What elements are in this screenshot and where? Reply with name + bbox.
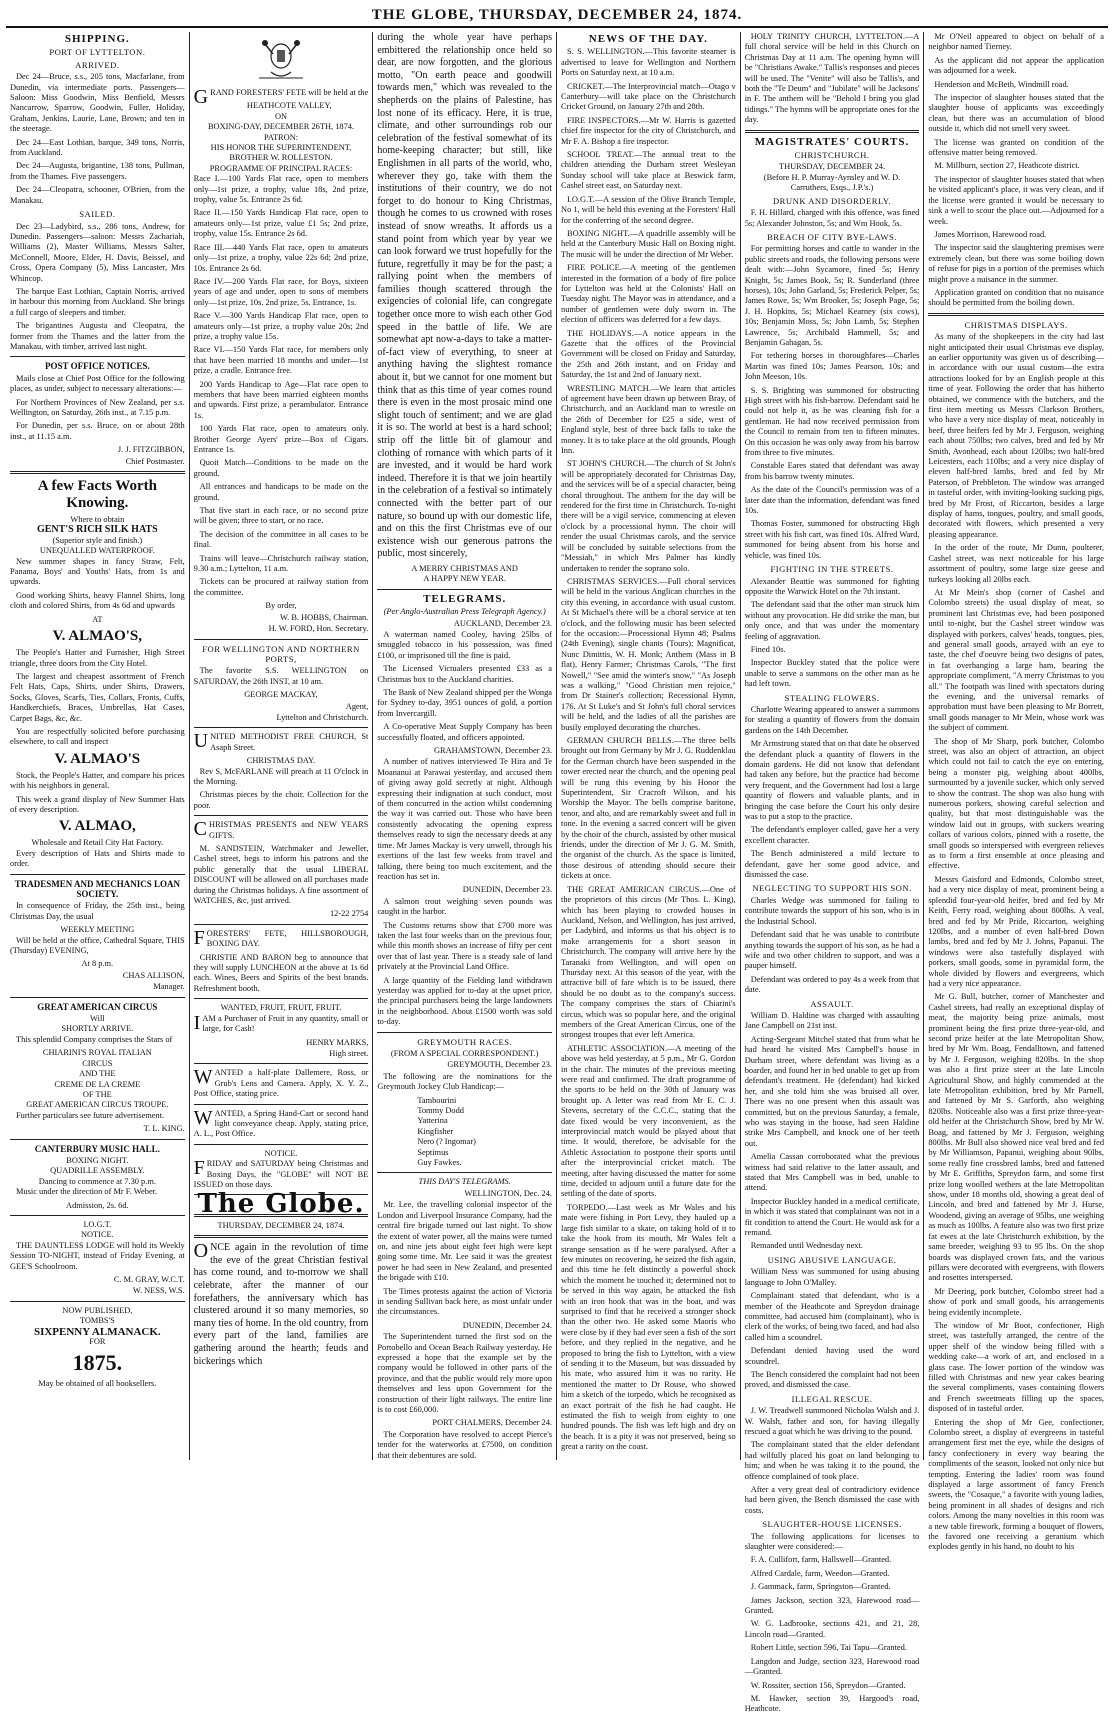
magistrates-title: MAGISTRATES' COURTS. (754, 135, 910, 148)
news-item: THE GREAT AMERICAN CIRCUS.—One of the proprietors of this circus (Mr Thos. L. King), which has been playing to crowded houses in Auckland, Nelson, and Wellington, has just arrived, per Ladybird, and informs us that his object is to make arrangements for a short season in Christchurch. The company will arrive here by the Taranaki from Wellington, and will open on Thursday next. At this season of the year, with the attractive bill of fare which is to be issued, there should be no doubt as to the company's success. The company comprises the stars of Chiarini's circus, which was so popular here, and the original members of the Great American Circus, one of the strongest troupes that ever left America. (561, 884, 736, 1040)
case-text: The Bench considered the complaint had not been proved, and dismissed the case. (744, 1369, 920, 1390)
case-text: James Morrison, Harewood road. (934, 229, 1047, 239)
weekly-meeting: WEEKLY MEETING (60, 925, 135, 935)
case-heading: STEALING FLOWERS. (784, 692, 880, 703)
divider (194, 998, 369, 999)
year-text: 1875. (72, 1350, 123, 1376)
case-text: The inspector of slaughter houses stated that the slaughter house of applicants was exceedingly clean, but there was an accumulation of blood outside it, which did not smell very sweet. (928, 93, 1105, 134)
divider (194, 1235, 369, 1238)
news-item: I.O.G.T.—A session of the Olive Branch Temple, No 1, will be held this evening at the Foresters' Hall for the conferring of the second degree. (561, 194, 736, 225)
pieces-text: Christmas pieces by the choir. Collection for the poor. (193, 790, 369, 810)
case-heading: SLAUGHTER-HOUSE LICENSES. (762, 1519, 902, 1530)
telegram-text: The Corporation have resolved to accept Pierce's tender for the waterworks at £7500, on condition that their debentures are sold. (377, 1429, 553, 1460)
troupe-text: GREAT AMERICAN CIRCUS TROUPE. (26, 1100, 169, 1110)
circus-text: This splendid Company comprises the Stars of (16, 1034, 173, 1044)
case-text: Application granted on condition that no nuisance should be permitted from the boiling down. (928, 287, 1105, 308)
arrived-heading: ARRIVED. (75, 59, 120, 70)
case-text: F. H. Hillard, charged with this offence, was fined 5s; Alexander Johnston, 5s; and Wm Hook, 5s. (744, 208, 920, 228)
case-text: Constable Eares stated that defendant was away from his barrow twenty minutes. (744, 461, 920, 481)
list-item: Tommy Dodd (417, 1106, 464, 1116)
booksellers-text: May be obtained of all booksellers. (38, 1379, 157, 1389)
divider (10, 1215, 185, 1216)
case-heading: DRUNK AND DISORDERLY. (772, 195, 892, 206)
displays-title: CHRISTMAS DISPLAYS. (964, 319, 1068, 330)
list-item: Septimus (417, 1147, 449, 1157)
case-text: The inspector said the slaughtering premises were extremely clean, but there was some boiling down of refuse for pigs in a portion of the premises which might prove a nuisance in the summer. (928, 243, 1105, 284)
friday-notice: FRIDAY and SATURDAY being Christmas and Boxing Days, the "GLOBE" will NOT BE ISSUED on those days. (193, 1157, 369, 1189)
sandstein-text: M. SANDSTEIN, Watchmaker and Jeweller, Cashel street, begs to inform his patrons and the public generally that the usual LIBERAL DISCOUNT will be allowed on all purchases made during the Christmas holidays. A fine assortment of WATCHES, &c, just arrived. (193, 844, 369, 906)
stock-text: Stock, the People's Hatter, and compare his prices with his neighbors in general. (10, 770, 185, 791)
case-text: Inspector Buckley stated that the police were unable to serve a summons on the other man as he had left town. (744, 658, 920, 689)
xmas-day: CHRISTMAS DAY. (246, 756, 316, 766)
case-text: As the applicant did not appear the application was adjourned for a week. (928, 55, 1105, 76)
race-item: 100 Yards Flat race, open to amateurs only. Brother George Ayers' prize—Box of Cigars. Entrance 1s. (193, 424, 369, 454)
honor-text: HIS HONOR THE SUPERINTENDENT, (210, 143, 352, 153)
now-published: NOW PUBLISHED, (62, 1305, 133, 1315)
arrived-text: Dec 24—Bruce, s.s., 205 tons, Macfarlane, from Dunedin, via intermediate ports. Passengers—Saloon: Miss Goodwin, Miss Benfield, Messrs Nancarrow, Sparrow, Goodwin, Fuller, Holiday, Graham, Jenkins, Laurie, Lane, Brown; and ten in the steerage. (10, 72, 185, 134)
valley-text: HEATHCOTE VALLEY, (246, 101, 332, 111)
music-text: Music under the direction of Mr F. Weber. (16, 1187, 158, 1197)
case-heading: FIGHTING IN THE STREETS. (770, 564, 894, 575)
loan-text: In consequence of Friday, the 25th inst., being Christmas Day, the usual (10, 901, 185, 921)
post-text: For Dunedin, per s.s. Bruce, on or about 28th inst., at 11.15 a.m. (10, 421, 185, 441)
divider (928, 313, 1104, 316)
license-item: J. Gammack, farm, Springston—Granted. (750, 1582, 891, 1592)
list-item: Tambourini (417, 1095, 457, 1105)
methodist-title: UNITED METHODIST FREE CHURCH, St Asaph Street. (193, 730, 369, 753)
news-item: THE HOLIDAYS.—A notice appears in the Gazette that the offices of the Provincial Government will be closed on Friday and Saturday, the 25th and 26th instant, and on Friday and Saturday, the 1st and 2nd of January next. (561, 328, 736, 380)
post-signature: J. J. FITZGIBBON, (117, 445, 185, 455)
case-heading: ASSAULT. (810, 998, 854, 1009)
case-text: J. W. Treadwell summoned Nicholas Walsh and J. W. Walsh, father and son, for having illegally rescued a goat which he was driving to the pound. (744, 1406, 920, 1436)
agent-text: Agent, (345, 701, 369, 711)
decision-text: The decision of the committee in all cases to be final. (193, 529, 369, 550)
case-text: The license was granted on condition of the offensive matter being removed. (928, 137, 1105, 158)
sandstein-ref: 12-22 2754 (329, 909, 369, 919)
loan-title: TRADESMEN AND MECHANICS LOAN SOCIETY. (14, 878, 180, 899)
news-item: FIRE POLICE.—A meeting of the gentlemen interested in the formation of a body of fire police for Lyttelton was held at the Colonists' Hall on Tuesday night. The Mayor was in attendance, and a number of gentlemen were duly sworn in. The election of officers was deferred for a few days. (561, 263, 736, 325)
case-text: For tethering horses in thoroughfares—Charles Martin was fined 10s; James Pearson, 10s; and John Meeson, 10s. (744, 351, 920, 382)
this-day-title: THIS DAY'S TELEGRAMS. (418, 1177, 511, 1187)
case-text: The inspector of slaughter houses stated that when he visited applicant's place, it was very clean, and if the license were granted it would be necessary to sink a well to scour the place out.—Adjourned for a week. (928, 174, 1105, 226)
column-5 (741, 32, 925, 1714)
iogt-title: I.O.G.T. (83, 1219, 112, 1229)
largest-text: The largest and cheapest assortment of French Felt Hats, Caps, Shirts, under Shirts, Drawers, Socks, Gloves, Scarfs, Ties, Collars, Fronts, Cuffs, Handkerchiefs, Braces, Umbrellas, Hat Cases, Carpet Bags, &c, &c. (10, 671, 185, 723)
news-item: CHRISTMAS SERVICES.—Full choral services will be held in the various Anglican churches in the city this evening, in accordance with usual custom. At St Michael's there will be a choral service at ten o'clock, and the following music has been selected for the occasion:—Processional Hymn 48; Psalms (24th Evening), single chants (Tours); Magnificat, Nunc Dimittis, W. H. Monk; Anthem (Mass in B flat), Henry Farmer; Christmas Carols, "The first Nowell," "See amid the winter's snow," "As Joseph was a walking," "Good Christian men rejoice," from Dr Stainer's collection; Recessional Hymn, 176. At St Luke's and St John's full choral services will be held, and the ladies of all the parishes are busily employed decorating the churches. (561, 576, 736, 732)
case-text: William D. Haldine was charged with assaulting Jane Campbell on 21st inst. (744, 1010, 920, 1031)
divider (10, 997, 185, 998)
case-text: The following applications for licenses to slaughter were considered:— (744, 1531, 920, 1552)
displays-text: Mr Deering, pork butcher, Colombo street had a show of pork and small goods, his arrangements being evidently incomplete. (928, 1286, 1105, 1317)
license-item: Robert Little, section 596, Tai Tapu—Granted. (750, 1643, 907, 1653)
divider (194, 1063, 369, 1064)
mcfarlane-text: Rev S, McFARLANE will preach at 11 O'clock in the Morning. (193, 766, 369, 786)
telegram-text: Mr. Lee, the travelling colonial inspector of the London and Liverpool Insurance Company, had the central fire brigade turned out last night. To show the extent of water power, all the mains were turned on, and nine jets about eight feet high were kept going some time. Mr. Lee said it was the greatest power he had seen in New Zealand, and presented the brigade with £10. (377, 1200, 553, 1283)
license-item: W. Rossiter, section 156, Spreydon—Granted. (750, 1680, 906, 1690)
at-text: AT (92, 614, 103, 624)
happy-new-year: A HAPPY NEW YEAR. (423, 574, 506, 584)
sailed-text: Dec 23—Ladybird, s.s., 286 tons, Andrew, for Dunedin. Passengers—saloon: Messrs Zachariah, Williams (2), Master Williams, Messrs Salter, McConnell, Moore, Elder, H. Davis, Beissel, and Cross, Opera Company (5), Miss Lancaster, Mrs Whincop. (10, 221, 185, 283)
dateline: GRAHAMSTOWN, December 23. (434, 746, 553, 756)
trains-text: Trains will leave—Christchurch railway station, 9.30 a.m.; Lyttelton, 11 a.m. (193, 553, 369, 574)
loan-text: Will be held at the office, Cathedral Square, THIS (Thursday) EVENING, (10, 935, 185, 956)
hobbs-signature: W. B. HOBBS, Chairman. (280, 612, 369, 622)
almao-address: The People's Hatter and Furnisher, High Street triangle, three doors from the City Hotel. (10, 648, 185, 668)
christchurch-heading: CHRISTCHURCH. (794, 150, 870, 161)
loan-signature-title: Manager. (153, 982, 185, 992)
globe-date: THURSDAY, DECEMBER 24, 1874. (217, 1220, 345, 1230)
almao-name: V. ALMAO'S (54, 750, 141, 767)
case-text: The complainant stated that the elder defendant had wilfully placed his goat on land belonging to him; and when he was taking it to the pound, the offence complained of took place. (744, 1440, 920, 1481)
race-item: Race VI.—150 Yards Flat race, for members only that have been married 18 months and under—1st prize, a cradle. Entrance free. (193, 345, 369, 376)
divider (194, 1104, 369, 1105)
divider (10, 874, 185, 875)
divider (377, 589, 552, 590)
case-text: S. S. Brighting was summoned for obstructing High street with his fish-barrow. Defendant said he could not help it, as he was cleaning fish for a gentleman. He had now received permission from the Council to remain from ten to fifteen minutes. On this occasion he was only away from his barrow from three to five minutes. (744, 385, 920, 458)
wanted-title: WANTED, FRUIT, FRUIT, FRUIT. (220, 1003, 342, 1013)
arrived-text: Dec 24—Cleopatra, schooner, O'Brien, from the Manakau. (10, 185, 185, 205)
on-text: ON (274, 111, 288, 121)
telegram-text: The Licensed Victualers presented £33 as a Christmas box to the Auckland charities. (377, 664, 553, 684)
wanted-ad: WANTED, a Spring Hand-Cart or second hand light conveyance cheap. Apply, stating price, A. L., Post Office. (193, 1106, 369, 1139)
case-heading: NEGLECTING TO SUPPORT HIS SON. (752, 883, 912, 894)
solicited-text: You are respectfully solicited before purchasing elsewhere, to call and inspect (10, 726, 185, 747)
barque-text: The barque East Lothian, Captain Norris, arrived in harbour this morning from Auckland. She brings a full cargo of sleepers and timber. (10, 286, 185, 317)
case-text: Thomas Foster, summoned for obstructing High street with his fish cart, was fined 10s. Alfred Ward, summoned for being absent from his horse and vehicle, was fined 10s. (744, 519, 920, 560)
three-text: That five start in each race, or no second prize will be given; three to start, or no race. (193, 506, 369, 526)
telegram-text: A number of natives interviewed Te Hira and Te Moananui at Parawai yesterday, and accused them of giving away gold secretly at night. Although expressing their indignation at such conduct, most of them concurred in the action whilst condemning the way it was carried out. Those who have been consistently advocating the opening express themselves ready to sign the necessary deeds at any time. Mr James Mackay is very unwell, through his exertions of the last few weeks from travel and talking, there being too much excitement, and the reaction has set in. (377, 757, 553, 881)
editorial-continued: during the whole year have perhaps embittered the relationship once held so dear, are now forgotten, and the glorious motto, "On earth peace and goodwill towards men," which was revealed to the shepherds on the plains of Palestine, has lost none of its efficacy. Here, it is true, climate, and other surroundings rob our celebration of the festival somewhat of its home-keeping character; but still, like Englishmen in all parts of the world, who, wherever they go, take with them the institutions of their country, we do not forget to do honour to King Christmas, though he comes to us crowned with roses instead of snow wreaths. It affords us a stand point from which year by year we can look forward we trust hopefully for the future, regretfully it may be for the past; a rallying point when the members of families though scattered through the exigencies of colonial life, can congregate together once more to wish each other God speed in the battle of life. We are somewhat apt now-a-days to take a matter-of-fact view of everything, to sneer at anything having the slightest romance about it, but we cannot for one moment but think that as this time of year comes round there is even in the most prosaic mind one slight touch of sentiment; and we are glad it is so. The world at best is a hard school; strip off the little bit of glamour and clothing of romance with which parts of it are invested, and it would be hard work indeed. Therefore it is that we join heartily in the celebration of a festival so intimately connected with the better part of our nature, so bound up with our domestic life, and on this the first Christmas eve of our existence wish our generous patrons the public, most sincerely, (377, 32, 553, 560)
divider (377, 1172, 552, 1173)
column-6 (924, 32, 1108, 1552)
news-item: GERMAN CHURCH BELLS.—The three bells brought out from Germany by Mr J. G. Ruddenklau for the German church have been suspended in the tower erected near the church, and the opening peal will be rung this evening by his Honor the Superintendent, Sir Cracroft Wilson, and his Worship the Mayor. The bells comprise baritone, tenor, and alto, and are remarkably sweet and full in tone. In the evening a sacred concert will be given by the choir of the church, assisted by other musical friends, under the direction of Mr J. G. M. Smith, the organist of the church. As the space is limited, those desirous of attending should secure their tickets at once. (561, 736, 736, 881)
case-text: William Ness was summoned for using abusing language to John O'Malley. (744, 1267, 920, 1287)
divider (10, 1139, 185, 1140)
superior-text: (Superior style and finish.) (52, 535, 143, 545)
case-text: Defendant said that he was unable to contribute anything towards the support of his son, as he had a wife and two other children to support, and was a pauper himself. (744, 930, 920, 971)
news-item: BOXING NIGHT.—A quadrille assembly will be held at the Canterbury Music Hall on Boxing night. The music will be under the direction of Mr Weber. (561, 228, 736, 259)
circus-word: CIRCUS (82, 1058, 113, 1068)
telegram-text: A salmon trout weighing seven pounds was caught in the harbor. (377, 896, 553, 917)
race-item: Race III.—440 Yards Flat race, open to amateurs only—1st prize, a trophy, value 22s 6d; 2nd prize, 10s. Entrance 2s 6d. (193, 242, 369, 273)
case-text: Remanded until Wednesday next. (750, 1241, 863, 1251)
notice-title: NOTICE. (80, 1230, 114, 1240)
quoit-text: Quoit Match—Conditions to be made on the ground. (193, 458, 369, 478)
tickets-text: Tickets can be procured at railway station from the committee. (193, 577, 369, 597)
divider (194, 1144, 369, 1145)
divider (10, 1301, 185, 1302)
high-street: High street. (329, 1048, 369, 1058)
creme-text: CREME DE LA CREME (54, 1079, 141, 1089)
divider (377, 1032, 552, 1033)
case-text: Mr O'Neil appeared to object on behalf of a neighbor named Tierney. (928, 32, 1105, 52)
by-order: By order, (265, 601, 297, 611)
post-title: POST OFFICE NOTICES. (45, 361, 150, 372)
almao-name: V. ALMAO'S, (52, 628, 142, 645)
merry-christmas: A MERRY CHRISTMAS AND (411, 563, 518, 573)
editorial-text: ONCE again in the revolution of time the eve of the great Christian festival has come round, and to-morrow we shall celebrate, after the manner of our forefathers, the anniversary which has clustered around it so many memories, so many ties of home. In the old country, from every part of the land, families are gathering around the hearth; feuds and bickerings which (193, 1240, 369, 1367)
post-text: For Northern Provinces of New Zealand, per s.s. Wellington, on Saturday, 26th inst., at 7.15 p.m. (10, 397, 185, 417)
case-text: After a very great deal of contradictory evidence had been given, the Bench dismissed the case with costs. (744, 1485, 920, 1515)
admission-text: Admission, 2s. 6d. (66, 1200, 129, 1210)
case-text: Alexander Beattie was summoned for fighting opposite the Warwick Hotel on the 7th instant. (744, 576, 920, 596)
notice-title: NOTICE. (264, 1148, 298, 1158)
case-heading: USING ABUSIVE LANGUAGE. (767, 1254, 897, 1265)
circus-title: GREAT AMERICAN CIRCUS (37, 1001, 158, 1012)
special-correspondent: (FROM A SPECIAL CORRESPONDENT.) (390, 1049, 539, 1058)
patron-heading: PATRON: (263, 132, 299, 142)
case-text: Acting-Sergeant Mitchel stated that from what he had heard he visited Mrs Campbell's house in Durham street, where defendant was living as a boarder, and found her in bed unable to get up from defendant's treatment. He (defendant) had kicked her, and she told him she was bruised all over. There was no one present when this assault was committed, but on the previous Saturday, a female, who was staying in the house, had seen Haldine strike Mrs Campbell, and knock one of her teeth out. (744, 1034, 920, 1148)
fete-title: GRAND FORESTERS' FETE will be held at the (193, 86, 369, 108)
displays-text: Entering the shop of Mr Gee, confectioner, Colombo street, a display of evergreens in tasteful arrangement first met the eye, while the designs of fancy confectionery in every way bearing the compliments of the season, looked not only nice but tempting. Entering the ladies' room was found displayed a large assortment of fancy French sweets, the "Cosaque," a favorite with young ladies, being prominent in all shades of designs and rich colors. Among the many novelties in this room was a new table firework, forming a bouquet of flowers, the favored one receiving a geranium which explodes gently in his hand, no doubt to his (928, 1417, 1105, 1552)
license-item: Alfred Cardale, farm, Weedon—Granted. (750, 1568, 890, 1578)
displays-text: Messrs Gaisford and Edmonds, Colombo street, had a very nice display of meat, prominent being a splendid four-year-old heifer, bred and fed by Mr Keith, Ferry road, weighing about 800lbs. A veal, bred and fed by Mr Pride, Riccarton, weighing 120lbs, and a number of even half-bred Down lambs, bred and fed by Mr J. Johns, Papanui. The windows were also tastefully displayed with porkers, small goods, some in pyramidal form, the whole divided by flowers and evergreens, which had a very nice appearance. (928, 874, 1105, 988)
license-item: F. A. Cullifort, farm, Hallswell—Granted. (750, 1555, 892, 1565)
where-text: Where to obtain (70, 515, 125, 525)
case-text: Mr Armstrong stated that on that date he observed the defendant pluck a quantity of flowers in the domain gardens. He did not know that defendant had taken any before, but the practice had become very frequent, and the Government had lost a large quantity of flowers and valuable plants, and in bringing the case before the Court his only desire was to put a stop to the practice. (744, 739, 920, 822)
displays-text: At Mr Mein's shop (corner of Cashel and Colombo streets) the usual display of meat, so prominent last Christmas eve, had been postponed until to-night, but the Cashel street window was displayed with porkers, calves' heads, tongues, pies, and general small goods, arrayed with an eye to taste, the chef d'oeuvre being two designs of pates, in fat overhanging a large ham, bearing the appropriate compliment, "A merry Christmas to you all." The footpath was lined with spectators during the evening, and the universal remarks of approbation must have been pleasing to Mr Borrett, small goods manager to Mr Mein, whose work was the subject of comment. (928, 587, 1105, 733)
dateline: DUNEDIN, December 23. (462, 885, 553, 895)
horse-list (377, 1096, 552, 1169)
race-item: Race I.—100 Yards Flat race, open to members only—1st prize, a trophy, value 18s, 2nd prize, trophy, value 5s. Entrance 2s 6d. (193, 174, 369, 205)
rolleston-text: BROTHER W. ROLLESTON. (229, 153, 333, 163)
dauntless-signature: W. NESS, W.S. (132, 1286, 185, 1296)
facts-title: A few Facts Worth Knowing. (37, 478, 157, 512)
column-1 (6, 32, 190, 1460)
case-text: Defendant was ordered to pay 4s a week from that date. (744, 974, 920, 995)
baron-text: CHRISTIE AND BARON beg to announce that they will supply LUNCHEON at the above at 1s 6d each. Wines, Beers and Spirits of the best brands. Refreshment booth. (193, 952, 369, 993)
tombs-text: TOMBS'S (79, 1316, 115, 1326)
dateline: GREYMOUTH, December 23. (447, 1060, 553, 1070)
hats-text: Good working Shirts, heavy Flannel Shirts, long cloth and colored Shirts, from 4s 6d and upwards (10, 590, 185, 611)
list-item: Guy Fawkes. (417, 1158, 462, 1168)
greymouth-title: GREYMOUTH RACES. (417, 1036, 513, 1047)
license-item: Langdon and Judge, section 323, Harewood road—Granted. (744, 1656, 920, 1677)
displays-text: In the order of the route, Mr Dunn, poulterer, Cashel street, was next noticeable for his large assortment of poultry, some large size geese and turkeys looking all 20lbs each. (928, 543, 1105, 584)
trinity-text: HOLY TRINITY CHURCH, LYTTELTON.—A full choral service will be held in this Church on Christmas Day at 11 a.m. The opening hymn will be "Christians Awake." Tallis's responses and pieces will be used. The "Venite" will also be Tallis's, and both the "Te Deum" and "Jubilate" will be Jacksons' in F. The anthem will be "Behold I bring you glad tidings." The hymns will be appropriate ones for the day. (744, 32, 920, 125)
case-text: As the date of the Council's permission was of a later date than the information, defendant was fined 10s. (744, 485, 920, 516)
divider (194, 727, 369, 728)
hillsborough-title: FORESTERS' FETE, HILLSBOROUGH, BOXING DAY. (193, 926, 369, 949)
lyttelton-text: Lyttelton and Christchurch. (276, 712, 369, 722)
news-item: SCHOOL TREAT.—The annual treat to the children attending the Durham street Wesleyan Sunday school will take place at Beswick farm, Cashel street east, on Saturday next. (561, 150, 736, 191)
license-item: M. Hawker, section 39, Hargood's road, Heathcote. (744, 1693, 920, 1714)
display-text: This week a grand display of New Summer Hats of every description. (10, 794, 185, 814)
column-3 (373, 32, 557, 1460)
telegram-text: A Co-operative Meat Supply Company has been successfully floated, and officers appointed. (377, 722, 553, 742)
displays-text: Mr G. Bull, butcher, corner of Manchester and Cashel streets, had really an exceptional display of meat, the majority being prize animals, most prominent being the first prize three-year-old, and second prize heifer at the late Metropolitan Show, bred by Mr Wm. Boag, Fendalltown, and fattened by Mr J. Ferguson, weighing 820lbs. In the shop was also a first prize steer at the late Lincoln Agricultural Show, and highly commended at the late Metropolitan exhibition, bred by Mr Parnell, and fattened by Mr S. Garforth, also weighing 820lbs. Noticeable also was a first prize three-year-old heifer at the Christchurch Show, bred by Mr W. Boag, and fattened by Mr J. Ferguson, weighing 800lbs. Mr Bull also showed nice veal bred and fed by Mr Williamson, Papanui, weighing about 90lbs, some really fine crossbred lambs, bred and fattened by Mr E. Griffiths, Spreydon farm, and some first prize long woolled wethers at the late Metropolitan show, under 18 months old, showing a great deal of Lincoln, and bred and fattened by Mr J. Hurse, Woodend, giving an average of 95lbs, one weighing as much as 100lbs. A feature also was two first prize fat ewes at the late Christchurch exhibition, by the same breeder, weighing 93 to 95 lbs. On the shop boards was displayed crown fats, and the various pillars were decorated with evergreens, with flowers and rosettes interspersed. (928, 992, 1105, 1283)
wanted-ad: WANTED a half-plate Dallemere, Ross, or Grub's Lens and Camera. Apply, X. Y. Z., Post Office, stating price. (193, 1066, 369, 1099)
case-text: For permitting horses and cattle to wander in the public streets and roads, the following persons were dealt with:—John Sycamore, fined 5s; Henry Knight, 5s; James Book, 5s; R. Sunderland (three horses), 10s; John Garland, 5s; Frederick Pelper, 5s; James Rowe, 5s; Wm Brooker, 5s; Joseph Page, 5s; J. H. Hopkins, 5s; Michael Kearney (six cows), 10s; Benjamin Moss, 5s; John Lamb, 5s; Stephen Lawrence, 5s; Archibald Hammell, 5s; and Benjamin Gahagan, 5s. (744, 244, 920, 347)
license-item: W. G. Ladbrooke, sections 421, and 21, 28, Lincoln road—Granted. (744, 1619, 920, 1639)
race-item: 200 Yards Handicap to Age—Flat race open to members that have been married eighteen months and upwards. First prize, a perambulator. Entrance 1s. (193, 379, 369, 420)
news-item: TORPEDO.—Last week as Mr Wales and his mate were fishing in Port Levy, they hauled up a large fish similar to a skate, on taking hold of it to take the hook from its mouth, Mr Wales felt a strange sensation as if he were paralysed. After a few minutes on recovering, he seized the fish again, and this time he felt distinctly a powerful shock which the moment he touched it; determined not to be served in this way again, he attacked the fish with an iron hook that was in the boat, and was surprised to find that he received a stronger shock than the other two. He asked some Maoris who were close by if they had ever seen a fish of the sort before, and they replied in the negative, and he proposed to bring the fish to Lyttelton, with a view of sending it to the Museum, but was dissuaded by his mate, who assured him it was no rarity. He mentioned the matter to Dr Rouse, who showed him a sketch of the torpedo, which he recognised as an exact portrait of the fish he had caught. He estimated the fish to weigh from eighty to one hundred pounds. The fish was left high and dry on the beach. It is a pity it was not preserved, being so great a rarity on the coast. (561, 1202, 736, 1452)
dateline: AUCKLAND, December 23. (453, 618, 553, 628)
dancing-text: Dancing to commence at 7.30 p.m. (38, 1176, 156, 1186)
case-text: Defendant denied having used the word scoundrel. (744, 1346, 920, 1366)
telegrams-agency: (Per Anglo-Australian Press Telegraph Agency.) (383, 607, 546, 617)
fete-date: BOXING-DAY, DECEMBER 26TH, 1874. (207, 122, 355, 132)
dateline: PORT CHALMERS, December 24. (432, 1418, 553, 1428)
chiarini-text: CHIARINI'S ROYAL ITALIAN (42, 1048, 152, 1058)
wholesale-text: Wholesale and Retail City Hat Factory. (31, 838, 164, 848)
court-date: THURSDAY, DECEMBER 24. (778, 162, 886, 172)
foresters-crest-icon (251, 34, 311, 86)
boxing-night: BOXING NIGHT. (66, 1155, 129, 1165)
of-the: OF THE (82, 1089, 112, 1099)
unequalled-text: UNEQUALLED WATERPROOF. (39, 546, 155, 556)
arrived-text: Dec 24—Augusta, brigantine, 138 tons, Pullman, from the Thames. Five passengers. (10, 161, 185, 181)
post-signature-title: Chief Postmaster. (125, 456, 185, 466)
divider (10, 471, 185, 474)
news-title: NEWS OF THE DAY. (588, 33, 708, 45)
arrived-text: Dec 24—East Lothian, barque, 349 tons, Norris, from Auckland. (10, 137, 185, 158)
and-the: AND THE (79, 1069, 116, 1079)
race-item: Race V.—300 Yards Handicap Flat race, open to amateurs only—1st prize, a trophy value 20s; 2nd prize, a trophy value 15s. (193, 311, 369, 341)
case-text: Amelia Cassan corroborated what the previous witness had said relative to the latter assault, and stated that Mrs Campbell was in bed, unable to attend. (744, 1152, 920, 1193)
news-item: FIRE INSPECTORS.—Mr W. Harris is gazetted chief fire inspector for the city of Christchurch, and Mr F. A. Bishop a fire inspector. (561, 115, 736, 146)
telegram-text: A waterman named Cooley, having 25lbs of smuggled tobacco in his possession, was fined £100, or imprisoned till the fine is paid. (377, 629, 553, 660)
displays-text: As many of the shopkeepers in the city had last night anticipated their usual Christmas eve display, an earlier opportunity was given us of describing—in accordance with our usual custom—the extra attractions looked for by an English people at this time of year. Following the order that has hitherto obtained, we commence with the butchers, and the first item meeting us Messrs Clarkson Brothers, who have a very nice display of meat, noticeably in beef, three heifers fed by Mr J. Ferguson, weighing each about 750lbs; two calves, bred and fed by Mr Smith, Avonhead, each about 120lbs; two half-bred Leicesters, each 110lbs; and a very nice display of eleven half-bred lambs, bred and fed by Mr Paterson, of Prebbleton. The window was arranged in tasteful order, with inviting-looking sucking pigs, bred by Mr Frost, of Riccarton, besides a large display of hams, tongues, poultry, and small goods, decorated with flowers, which presented a very pleasing appearance. (928, 332, 1105, 539)
case-text: Complainant stated that defendant, who is a member of the Heathcote and Spreydon drainage committee, had accused him (complainant), who is clerk of the works, of being two faced, and had also called him a scoundrel. (744, 1291, 920, 1342)
brig-text: The brigantines Augusta and Cleopatra, the former from the Thames and the latter from the Manakau, with timber, arrived last night. (10, 321, 185, 351)
greymouth-text: The following are the nominations for the Greymouth Jockey Club Handicap:— (377, 1071, 553, 1092)
entrances-text: All entrances and handicaps to be made on the ground. (193, 482, 369, 502)
case-text: Inspector Buckley handed in a medical certificate, in which it was stated that complainant was not in a fit condition to attend the Court. He would ask for a remand. (744, 1196, 920, 1238)
sailed-heading: SAILED. (79, 209, 116, 220)
divider (194, 815, 369, 816)
case-text: Henderson and McBeth, Windmill road. (934, 79, 1069, 89)
news-item: S. S. WELLINGTON.—This favorite steamer is advertised to leave for Wellington and Northern Ports on Saturday next, at 10 a.m. (561, 47, 736, 78)
news-item: ATHLETIC ASSOCIATION.—A meeting of the above was held yesterday, at 5 p.m., Mr G. Gordon in the chair. The minutes of the previous meeting were read and confirmed. The draft programme of the sports to be held on the 30th of January was brought up. A letter was read from Mr E. C. J. Stevens, secretary of the C.C.C., stating that the date fixed would be very inconvenient, as the interprovincial match would be played about that time. It would, therefore, be advisable for the Athletic Association to postpone their sports until after the interprovincial cricket match. The meeting, after having discussed the matter for some time, decided to adjourn until a future date for the settling of the date of sports. (561, 1043, 736, 1199)
case-heading: ILLEGAL RESCUE. (791, 1393, 873, 1404)
news-item: ST JOHN'S CHURCH.—The church of St John's will be appropriately decorated for Christmas Day, and the services will be of a special character, being choral throughout. The anthem for the day will be rendered for the first time in Christchurch. To-night there will be a vigil service, commencing at eleven o'clock by a processional hymn. The choir will render the usual Christmas carols, and the service will be concluded by suitable selections from the "Messiah," in which Mrs Palmer has kindly undertaken to render the soprano solo. (561, 459, 736, 573)
telegram-text: The Customs returns show that £700 more was taken the last four weeks than on the previous four, while this month shows an increase of fifty per cent over that of last year. There is a steady sale of land privately at the Provincial Land Office. (377, 920, 553, 972)
displays-text: The window of Mr Boot, confectioner, High street, was tastefully arranged, the centre of the upper shelf of the window being filled with a wedding cake—a work of art, and enclosed in a glass case. The lower portion of the window was filled with Christmas and new year cakes bearing the several compliments, vases containing flowers and French sweetmeats filling up the spaces, disposed of in tasteful order. (928, 1320, 1105, 1414)
divider (10, 356, 185, 357)
telegram-text: A large quantity of the Fielding land withdrawn yesterday was applied for to-day at the upset price, the principal purchasers being the large landowners in the neighborhood. About £1500 worth was sold to-day. (377, 975, 553, 1027)
shortly-text: SHORTLY ARRIVE. (61, 1024, 134, 1034)
mackay-text: GEORGE MACKAY, (244, 690, 318, 700)
divider (745, 130, 920, 133)
dauntless-signature: C. M. GRAY, W.C.T. (113, 1275, 185, 1284)
list-item: Yatterina (417, 1116, 448, 1126)
programme-heading: PROGRAMME OF PRINCIPAL RACES: (209, 163, 353, 173)
court-before: (Before H. P. Murray-Aynsley and W. D. Carruthers, Esqs., J.P.'s.) (763, 172, 901, 193)
loan-time: At 8 p.m. (81, 959, 114, 969)
column-2 (190, 32, 374, 1460)
quadrille-text: QUADRILLE ASSEMBLY. (50, 1166, 145, 1176)
shipping-title: SHIPPING. (64, 33, 130, 45)
displays-text: The shop of Mr Sharp, pork butcher, Colombo street, was also an object of attraction, an object which could not fail to catch the eye on entering, being a monster pig, weighing about 400lbs, surmounted by a juvenile sucker, which only served to show the contrast. The shop was also hung with numerous porkers, showing careful selection and quality, but that most distinguishable was the window laid out in groups, with suckers wearing collars of various colors, pinned with a rosette, the small goods so interspersed with evergreen relieves as to form a first ensemble at once pleasing and effective. (928, 736, 1105, 871)
dateline: WELLINGTON, Dec. 24. (464, 1188, 553, 1198)
license-item: James Jackson, section 323, Harewood road—Granted. (744, 1595, 920, 1616)
globe-title: The Globe. (197, 1189, 365, 1220)
telegram-text: The Superintendent turned the first sod on the Portobello and Ocean Beach Railway yesterday. He expressed a hope that the example set by the company would be followed in other parts of the province, and that the public would rely more upon themselves and less upon Government for the construction of their light railways. The entire line is to cost £60,000. (377, 1332, 553, 1414)
case-text: Charlotte Wearing appeared to answer a summons for stealing a quantity of flowers from the domain gardens on the 14th December. (744, 704, 920, 735)
wellington-text: The favorite S.S. WELLINGTON on SATURDAY, the 26th INST, at 10 am. (193, 666, 369, 686)
port-title: PORT OF LYTTELTON. (49, 47, 146, 58)
further-text: Further particulars see future advertisement. (16, 1110, 165, 1120)
telegram-text: The Times protests against the action of Victoria in sending Sullivan back here, as most unfair under the circumstances. (377, 1286, 553, 1317)
for-text: FOR (89, 1337, 106, 1347)
almao-name: V. ALMAO, (58, 818, 136, 835)
every-text: Every description of Hats and Shirts made to order. (10, 848, 185, 869)
news-item: CRICKET.—The Interprovincial match—Otago v Canterbury—will take place on the Christchurch Cricket Ground, on January 27th and 28th. (561, 81, 736, 112)
list-item: Kingfisher (417, 1126, 454, 1136)
marks-signature: HENRY MARKS, (306, 1037, 369, 1047)
loan-signature: CHAS ALLISON, (122, 970, 185, 980)
masthead: THE GLOBE, THURSDAY, DECEMBER 24, 1874. (6, 4, 1108, 28)
king-signature: T. L. KING. (143, 1124, 185, 1134)
telegram-text: The Bank of New Zealand shipped per the Wonga for Sydney to-day, 3951 ounces of gold, a portion from Invercargill. (377, 688, 553, 718)
music-title: CANTERBURY MUSIC HALL. (34, 1143, 160, 1154)
gents-hats: GENT'S RICH SILK HATS (36, 524, 158, 536)
divider (194, 639, 369, 640)
will-text: Will (90, 1014, 105, 1024)
case-heading: BREACH OF CITY BYE-LAWS. (767, 231, 897, 242)
case-text: Fined 10s. (750, 644, 786, 654)
news-item: WRESTLING MATCH.—We learn that articles of agreement have been drawn up between Bray, of Christchurch, and an Auckland man to wrestle on the 26th of December for £25 a side, west of England style, best of three back falls to take the money. It is to take place at the old grounds, Plough Inn. (561, 383, 736, 456)
race-item: Race IV.—200 Yards Flat race, for Boys, sixteen years of age and under, open to sons of members only—1st prize, 10s. 2nd prize, 5s. Entrance, 1s. (193, 276, 369, 307)
dauntless-text: THE DAUNTLESS LODGE will hold its Weekly Session TO-NIGHT, instead of Friday Evening, at GEE'S Schoolroom. (10, 1240, 185, 1271)
wellington-title: FOR WELLINGTON AND NORTHERN PORTS, (202, 643, 360, 664)
purchaser-text: IAM a Purchaser of Fruit in any quantity, small or large, for Cash! (193, 1011, 369, 1034)
ford-signature: H. W. FORD, Hon. Secretary. (268, 624, 369, 634)
case-text: The Bench administered a mild lecture to defendant, gave her some good advice, and dismissed the case. (744, 849, 920, 880)
case-text: M. Millburn, section 27, Heathcote district. (934, 161, 1080, 171)
case-text: The defendant said that the other man struck him without any provocation. He did strike the man, but only once, and that was under the momentary feeling of aggravation. (744, 600, 920, 641)
telegrams-title: TELEGRAMS. (423, 592, 507, 605)
divider (194, 924, 369, 925)
race-item: Race II.—150 Yards Handicap Flat race, open to amateurs only—1st prize, value £1 5s; 2nd prize, trophy, value 15s. Entrance 2s 6d. (193, 208, 369, 239)
list-item: Nero (? Ingomar) (417, 1137, 476, 1147)
case-text: Charles Wedge was summoned for failing to contribute towards the support of his son, who is in the Industrial School. (744, 895, 920, 926)
almanack-title: SIXPENNY ALMANACK. (33, 1325, 161, 1338)
column-4 (557, 32, 741, 1460)
post-text: Mails close at Chief Post Office for the following places, as under, subject to necessary alterations:— (10, 373, 185, 394)
hats-text: New summer shapes in fancy Straw, Felt, Panama, Boys' and Youths' Hats, from 1s and upwards. (10, 556, 185, 587)
presents-title: CHRISTMAS PRESENTS and NEW YEARS GIFTS. (193, 818, 369, 841)
case-text: The defendant's employer called, gave her a very excellent character. (744, 825, 920, 845)
dateline: DUNEDIN, December 24. (462, 1320, 553, 1330)
